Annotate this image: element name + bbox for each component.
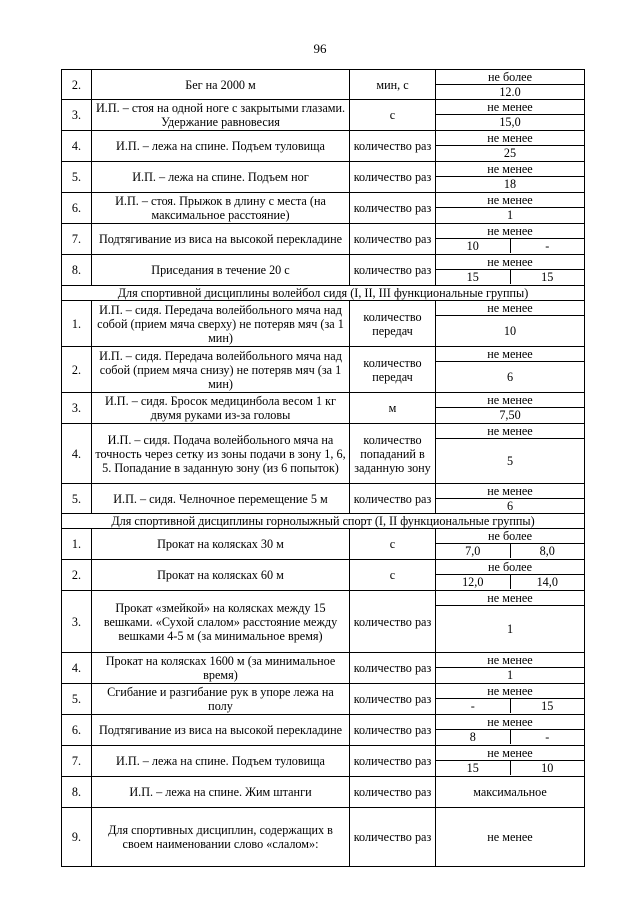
- requirement-cell: [436, 393, 585, 424]
- unit-cell: с: [350, 100, 436, 131]
- section-title-volleyball: Для спортивной дисциплины волейбол сидя (I, II, III функциональные группы): [62, 286, 585, 301]
- unit-cell: количество попаданий в заданную зону: [350, 424, 436, 484]
- unit-cell: количество раз: [350, 777, 436, 808]
- table-row: [62, 131, 585, 162]
- requirement-cell: [436, 746, 585, 777]
- requirement-label: не менее: [436, 393, 584, 408]
- row-number: 9.: [62, 808, 92, 867]
- row-number: 4.: [62, 424, 92, 484]
- requirement-values: [436, 270, 584, 284]
- unit-cell: мин, с: [350, 70, 436, 100]
- table-row: [62, 393, 585, 424]
- table-row: [62, 529, 585, 560]
- row-number: 8.: [62, 777, 92, 808]
- requirement-cell: [436, 131, 585, 162]
- requirement-values: [436, 761, 584, 775]
- requirement-value: 18: [503, 177, 517, 191]
- unit-cell: количество раз: [350, 715, 436, 746]
- exercise-name: И.П. – сидя. Челночное перемещение 5 м: [92, 484, 350, 514]
- requirement-label: не менее: [436, 131, 584, 146]
- exercise-name: И.П. – сидя. Подача волейбольного мяча на точность через сетку из зоны подачи в зону 1, 6, 5. Попадание в заданную зону (из 6 попыток): [92, 424, 350, 484]
- table-row: [62, 100, 585, 131]
- value-b: 10: [510, 761, 585, 775]
- value-b: 15: [510, 270, 585, 284]
- exercise-name: И.П. – стоя. Прыжок в длину с места (на максимальное расстояние): [92, 193, 350, 224]
- requirement-label: не более: [436, 529, 584, 544]
- section-title-alpine-skiing: Для спортивной дисциплины горнолыжный спорт (I, II функциональные группы): [62, 514, 585, 529]
- requirement-label: не менее: [436, 224, 584, 239]
- value-a: 15: [466, 270, 479, 284]
- unit-cell: количество раз: [350, 255, 436, 286]
- requirement-value: 12.0: [499, 85, 521, 99]
- requirement-value: 5: [506, 454, 514, 468]
- exercise-name: И.П. – лежа на спине. Подъем туловища: [92, 131, 350, 162]
- requirement-cell: [436, 301, 585, 347]
- requirement-cell: [436, 70, 585, 100]
- unit-cell: количество раз: [350, 484, 436, 514]
- requirement-value: 6: [506, 370, 514, 384]
- row-number: 3.: [62, 393, 92, 424]
- row-number: 1.: [62, 529, 92, 560]
- table-row: [62, 162, 585, 193]
- requirement-label: не менее: [436, 653, 584, 668]
- unit-cell: количество раз: [350, 193, 436, 224]
- requirement-value: 1: [506, 668, 514, 682]
- requirement-cell: [436, 560, 585, 591]
- section-header-row: [62, 514, 585, 529]
- unit-cell: количество раз: [350, 131, 436, 162]
- requirement-value: 1: [506, 208, 514, 222]
- standards-table: [61, 69, 585, 867]
- requirement-cell: [436, 529, 585, 560]
- exercise-name: Приседания в течение 20 с: [92, 255, 350, 286]
- requirement-cell: [436, 162, 585, 193]
- value-b: -: [510, 239, 585, 253]
- requirement-value: 10: [503, 324, 517, 338]
- exercise-name: И.П. – лежа на спине. Подъем ног: [92, 162, 350, 193]
- row-number: 7.: [62, 224, 92, 255]
- table-row: [62, 255, 585, 286]
- exercise-name: Прокат на колясках 1600 м (за минимальное время): [92, 653, 350, 684]
- requirement-value: 7,50: [499, 408, 521, 422]
- section-header-row: [62, 286, 585, 301]
- requirement-cell: [436, 591, 585, 653]
- row-number: 4.: [62, 653, 92, 684]
- unit-cell: количество раз: [350, 746, 436, 777]
- unit-cell: количество раз: [350, 591, 436, 653]
- requirement-label: не менее: [436, 162, 584, 177]
- requirement-label: не менее: [436, 347, 584, 362]
- row-number: 5.: [62, 684, 92, 715]
- requirement-cell: не менее: [436, 808, 585, 867]
- table-row: [62, 777, 585, 808]
- value-a: 7,0: [465, 544, 481, 558]
- requirement-label: не более: [436, 70, 584, 85]
- row-number: 6.: [62, 715, 92, 746]
- table-row: [62, 560, 585, 591]
- requirement-label: не менее: [436, 301, 584, 316]
- exercise-name: И.П. – сидя. Бросок медицинбола весом 1 кг двумя руками из-за головы: [92, 393, 350, 424]
- value-b: -: [510, 730, 585, 744]
- requirement-label: не менее: [436, 424, 584, 439]
- requirement-values: [436, 239, 584, 253]
- table-row: [62, 591, 585, 653]
- value-a: 10: [466, 239, 479, 253]
- requirement-label: не менее: [436, 484, 584, 499]
- table-row: [62, 808, 585, 867]
- requirement-values: [436, 575, 584, 589]
- requirement-cell: [436, 715, 585, 746]
- requirement-cell: максимальное: [436, 777, 585, 808]
- row-number: 1.: [62, 301, 92, 347]
- requirement-label: не менее: [436, 193, 584, 208]
- row-number: 7.: [62, 746, 92, 777]
- unit-cell: м: [350, 393, 436, 424]
- unit-cell: количество передач: [350, 347, 436, 393]
- exercise-name: Для спортивных дисциплин, содержащих в своем наименовании слово «слалом»:: [92, 808, 350, 867]
- requirement-cell: [436, 193, 585, 224]
- table-row: [62, 193, 585, 224]
- table-row: [62, 424, 585, 484]
- table-row: [62, 715, 585, 746]
- requirement-label: не менее: [436, 255, 584, 270]
- row-number: 2.: [62, 70, 92, 100]
- exercise-name: И.П. – стоя на одной ноге с закрытыми глазами. Удержание равновесия: [92, 100, 350, 131]
- row-number: 8.: [62, 255, 92, 286]
- value-a: 15: [466, 761, 479, 775]
- row-number: 5.: [62, 484, 92, 514]
- unit-cell: количество раз: [350, 162, 436, 193]
- requirement-value: 25: [503, 146, 517, 160]
- exercise-name: Прокат на колясках 60 м: [92, 560, 350, 591]
- requirement-value: 1: [506, 622, 514, 636]
- requirement-cell: [436, 224, 585, 255]
- unit-cell: количество раз: [350, 684, 436, 715]
- row-number: 2.: [62, 560, 92, 591]
- requirement-cell: [436, 684, 585, 715]
- requirement-label: не менее: [436, 591, 584, 606]
- value-b: 15: [510, 699, 585, 713]
- requirement-value: 6: [506, 499, 514, 513]
- table-row: [62, 301, 585, 347]
- exercise-name: И.П. – сидя. Передача волейбольного мяча над собой (прием мяча снизу) не потеряв мяч (за 1 мин): [92, 347, 350, 393]
- requirement-cell: [436, 100, 585, 131]
- requirement-values: [436, 699, 584, 713]
- unit-cell: количество раз: [350, 224, 436, 255]
- value-a: -: [470, 699, 475, 713]
- exercise-name: Подтягивание из виса на высокой перекладине: [92, 224, 350, 255]
- exercise-name: Прокат «змейкой» на колясках между 15 вешками. «Сухой слалом» расстояние между вешками 4-5 м (за минимальное время): [92, 591, 350, 653]
- value-a: 12,0: [462, 575, 484, 589]
- requirement-cell: [436, 255, 585, 286]
- requirement-cell: [436, 484, 585, 514]
- row-number: 5.: [62, 162, 92, 193]
- requirement-values: [436, 730, 584, 744]
- exercise-name: И.П. – сидя. Передача волейбольного мяча над собой (прием мяча сверху) не потеряв мяч (за 1 мин): [92, 301, 350, 347]
- value-b: 8,0: [510, 544, 585, 558]
- requirement-label: не менее: [436, 746, 584, 761]
- requirement-cell: [436, 347, 585, 393]
- row-number: 4.: [62, 131, 92, 162]
- row-number: 6.: [62, 193, 92, 224]
- table-row: [62, 484, 585, 514]
- row-number: 3.: [62, 100, 92, 131]
- table-row: [62, 684, 585, 715]
- unit-cell: с: [350, 529, 436, 560]
- table-row: [62, 746, 585, 777]
- requirement-label: не менее: [436, 684, 584, 699]
- unit-cell: с: [350, 560, 436, 591]
- requirement-label: не менее: [436, 715, 584, 730]
- requirement-cell: [436, 424, 585, 484]
- table-row: [62, 70, 585, 100]
- value-a: 8: [469, 730, 476, 744]
- exercise-name: Бег на 2000 м: [92, 70, 350, 100]
- exercise-name: Прокат на колясках 30 м: [92, 529, 350, 560]
- table-row: [62, 653, 585, 684]
- row-number: 3.: [62, 591, 92, 653]
- requirement-value: 15,0: [499, 115, 521, 129]
- exercise-name: Подтягивание из виса на высокой перекладине: [92, 715, 350, 746]
- exercise-name: Сгибание и разгибание рук в упоре лежа на полу: [92, 684, 350, 715]
- requirement-values: [436, 544, 584, 558]
- unit-cell: количество раз: [350, 808, 436, 867]
- exercise-name: И.П. – лежа на спине. Подъем туловища: [92, 746, 350, 777]
- unit-cell: количество передач: [350, 301, 436, 347]
- table-row: [62, 347, 585, 393]
- requirement-label: не более: [436, 560, 584, 575]
- value-b: 14,0: [510, 575, 585, 589]
- exercise-name: И.П. – лежа на спине. Жим штанги: [92, 777, 350, 808]
- unit-cell: количество раз: [350, 653, 436, 684]
- requirement-cell: [436, 653, 585, 684]
- page-number: 96: [313, 41, 327, 56]
- requirement-label: не менее: [436, 100, 584, 115]
- row-number: 2.: [62, 347, 92, 393]
- table-row: [62, 224, 585, 255]
